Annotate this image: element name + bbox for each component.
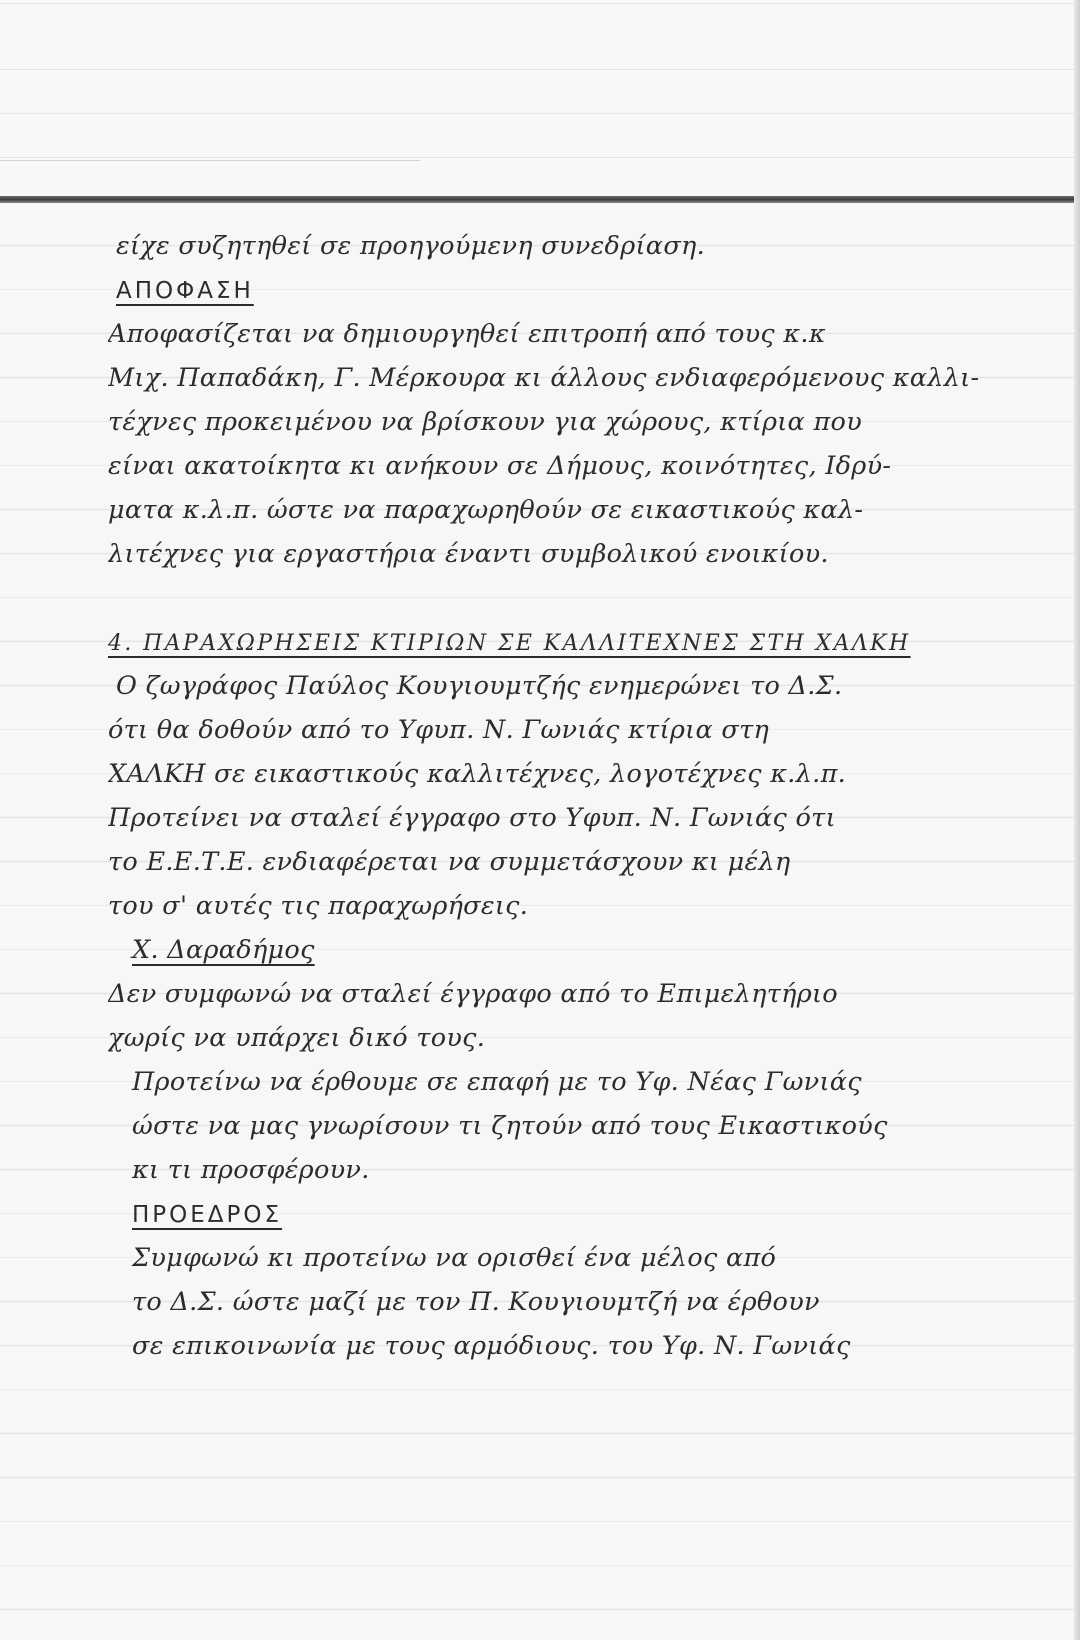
speaker-label-president: ΠΡΟΕΔΡΟΣ [132,1202,283,1228]
text-line: ότι θα δοθούν από το Υφυπ. Ν. Γωνιάς κτίρια στη [108,715,770,745]
text-line: σε επικοινωνία με τους αρμόδιους. του Υφ. Ν. Γωνιάς [132,1331,851,1361]
text-line: το Ε.Ε.Τ.Ε. ενδιαφέρεται να συμμετάσχουν κι μέλη [108,847,791,877]
blank-line [108,576,1066,620]
faint-rule [0,160,420,161]
text-line: λιτέχνες για εργαστήρια έναντι συμβολικού ενοικίου. [108,539,829,569]
handwritten-text [108,224,1066,1368]
text-line: ώστε να μας γνωρίσουν τι ζητούν από τους Εικαστικούς [132,1111,888,1141]
text-line: Αποφασίζεται να δημιουργηθεί επιτροπή από τους κ.κ [108,319,826,349]
text-line: Συμφωνώ κι προτείνω να ορισθεί ένα μέλος από [132,1243,777,1273]
text-line: κι τι προσφέρουν. [132,1155,370,1185]
text-line: Προτείνει να σταλεί έγγραφο στο Υφυπ. Ν. Γωνιάς ότι [108,803,836,833]
text-line: χωρίς να υπάρχει δικό τους. [108,1023,486,1053]
agenda-item-heading: 4. ΠΑΡΑΧΩΡΗΣΕΙΣ ΚΤΙΡΙΩΝ ΣΕ ΚΑΛΛΙΤΕΧΝΕΣ ΣΤΗ ΧΑΛΚΗ [108,631,911,656]
text-line: Ο ζωγράφος Παύλος Κουγιουμτζής ενημερώνει το Δ.Σ. [116,671,843,701]
page-header-margin [0,0,1080,198]
text-line: Μιχ. Παπαδάκη, Γ. Μέρκουρα κι άλλους ενδιαφερόμενους καλλι- [108,363,980,393]
text-line: τέχνες προκειμένου να βρίσκουν για χώρους, κτίρια που [108,407,862,437]
text-line: Δεν συμφωνώ να σταλεί έγγραφο από το Επιμελητήριο [108,979,838,1009]
section-label-decision: ΑΠΟΦΑΣΗ [116,278,254,304]
text-line: είναι ακατοίκητα κι ανήκουν σε Δήμους, κοινότητες, Ιδρύ- [108,451,892,481]
page-edge [1074,0,1080,1640]
text-line: ματα κ.λ.π. ώστε να παραχωρηθούν σε εικαστικούς καλ- [108,495,864,525]
text-line: του σ' αυτές τις παραχωρήσεις. [108,891,529,921]
speaker-label: Χ. Δαραδήμος [132,935,315,965]
text-line: είχε συζητηθεί σε προηγούμενη συνεδρίαση. [116,231,706,261]
top-margin-rule [0,196,1080,203]
text-line: Προτείνω να έρθουμε σε επαφή με το Υφ. Νέας Γωνιάς [132,1067,862,1097]
text-line: το Δ.Σ. ώστε μαζί με τον Π. Κουγιουμτζή να έρθουν [132,1287,820,1317]
text-line: ΧΑΛΚΗ σε εικαστικούς καλλιτέχνες, λογοτέχνες κ.λ.π. [108,759,847,789]
